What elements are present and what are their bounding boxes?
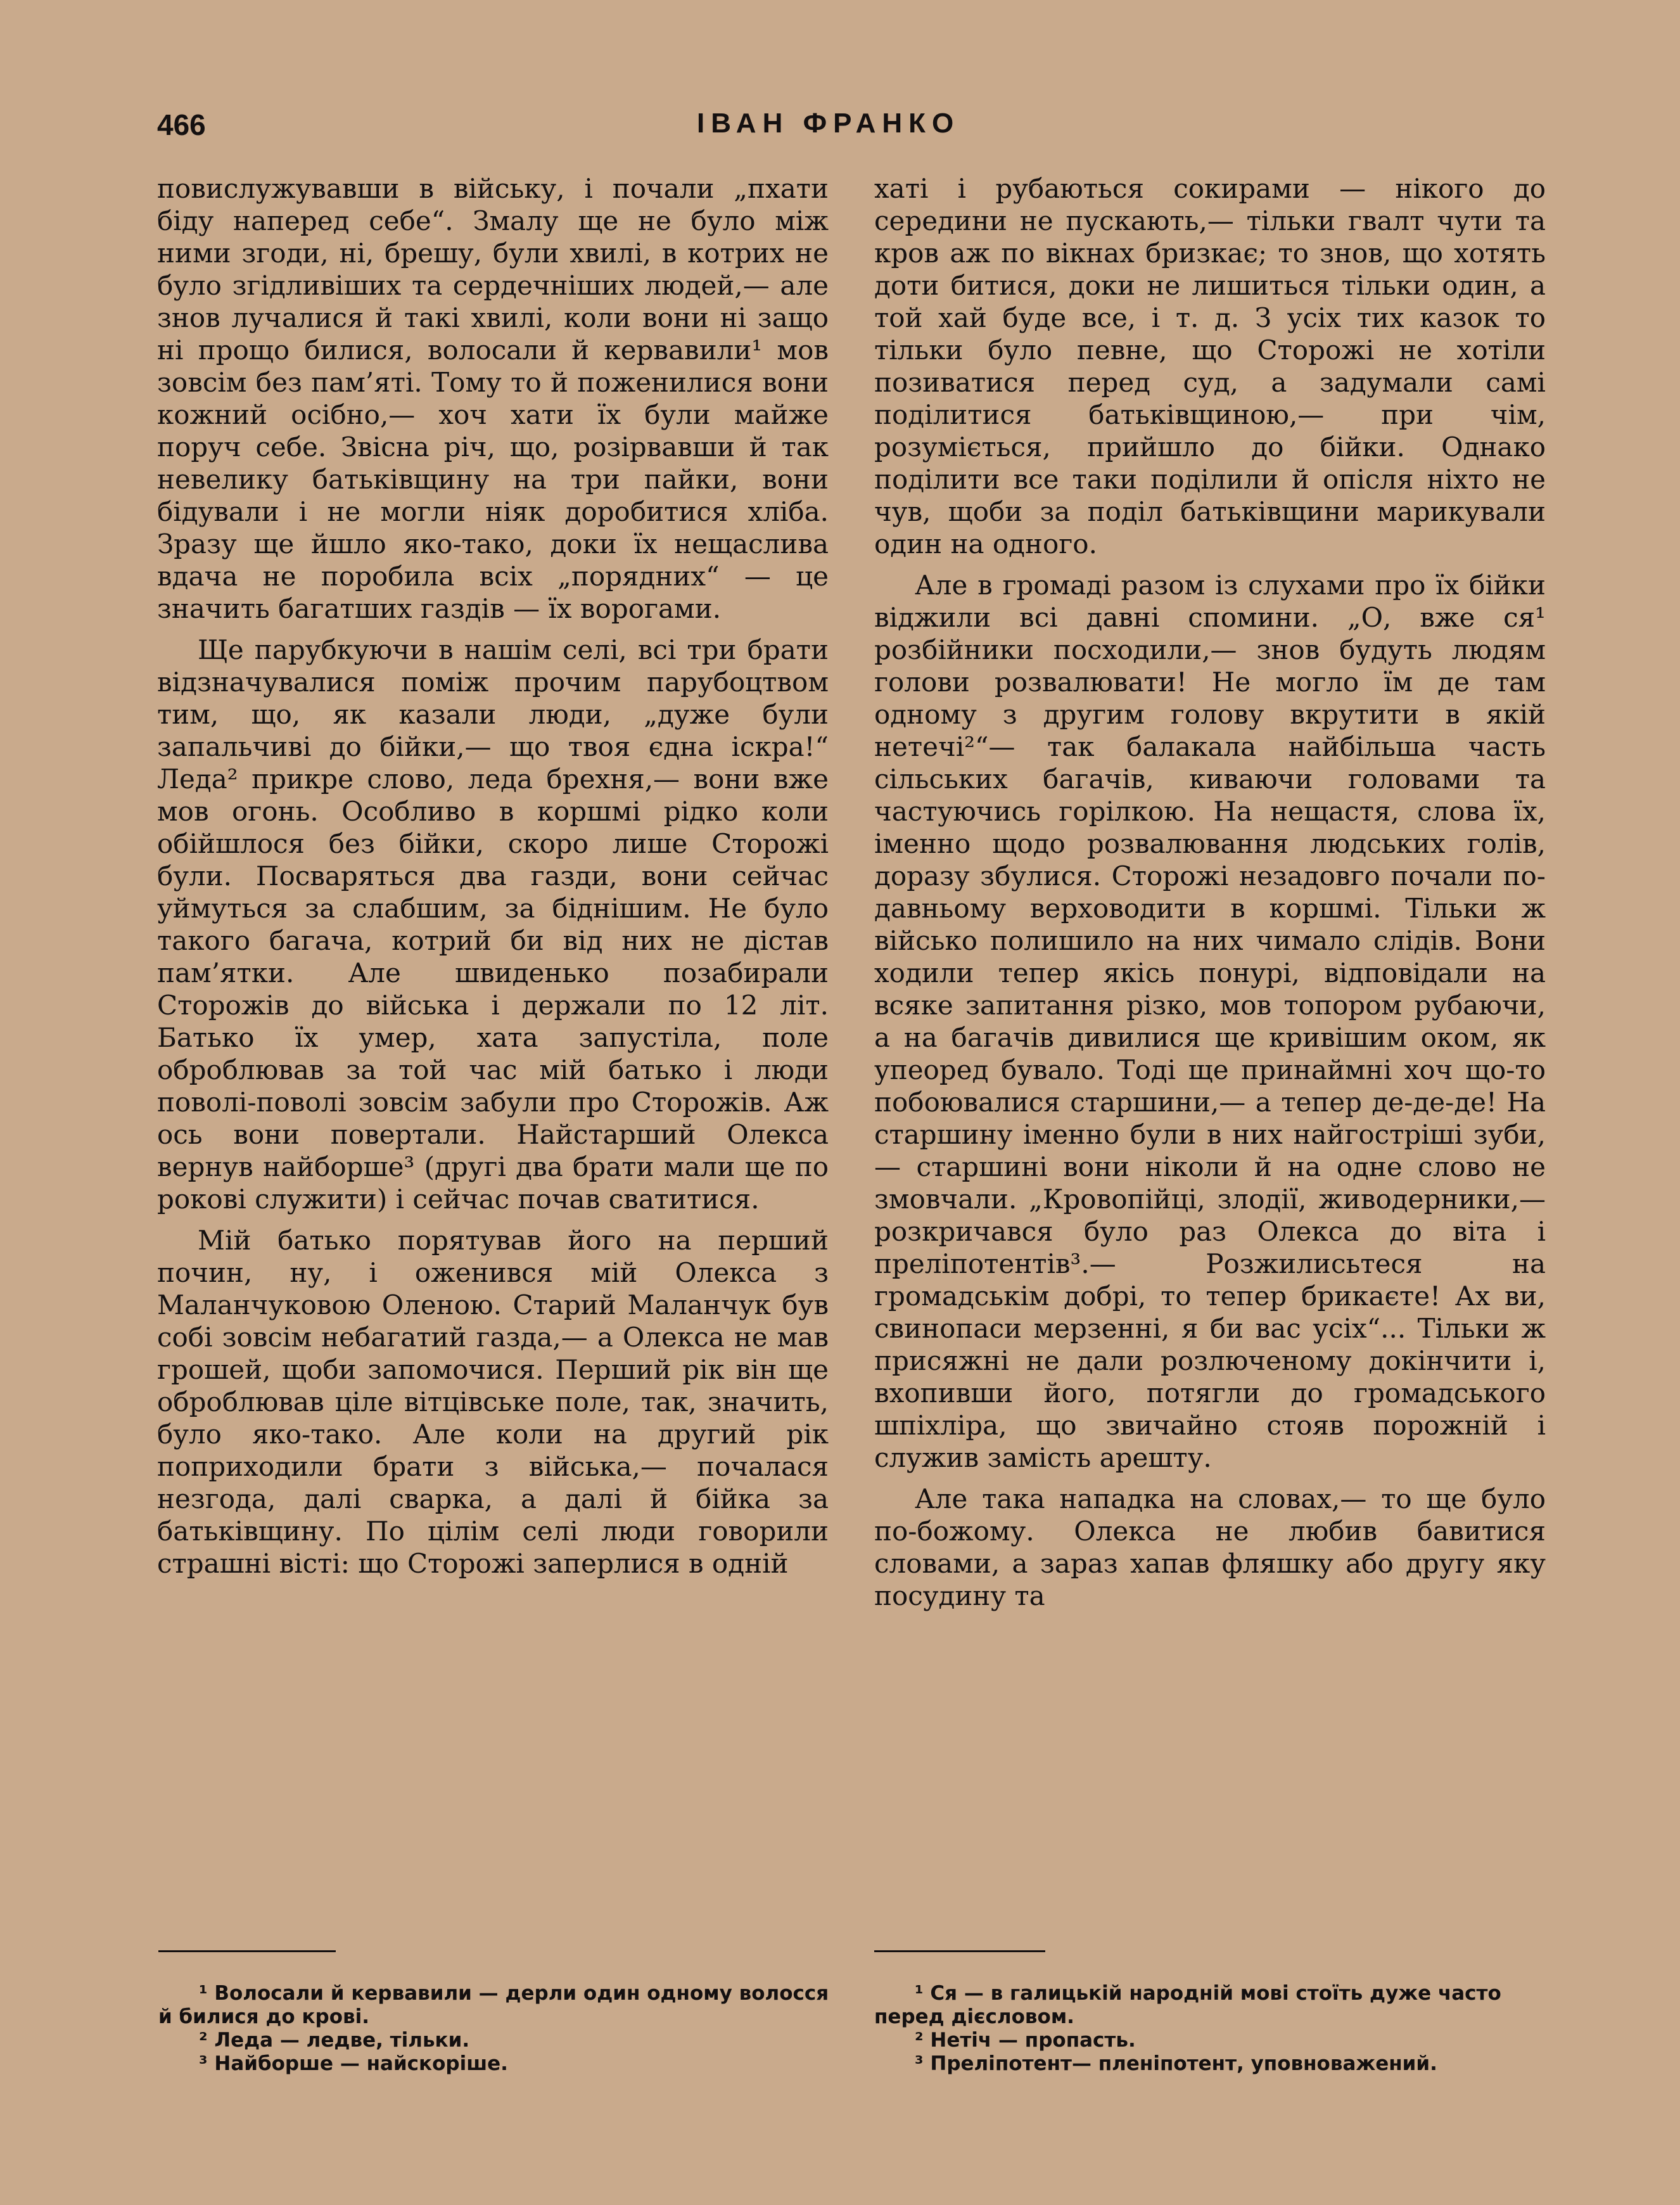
- running-head: ІВАН ФРАНКО: [697, 108, 960, 139]
- footnote: ² Леда — ледве, тільки.: [199, 2029, 470, 2052]
- footnotes-left: [158, 1982, 830, 2076]
- paragraph: Але в громаді разом із слухами про їх бійки віджили всі давні спомини. „О, вже ся¹ розбійники посходили,— знов будуть людям голови розвалювати! Не могло їм де там одному з другим голову вкрутити в якій нетечі²“— так балакала найбільша часть сільських багачів, киваючи головами та частуючись горілкою. На нещастя, слова їх, іменно щодо розвалювання людських голів, доразу збулися. Сторожі незадовго почали по-давньому верховодити в коршмі. Тільки ж військо полишило на них чимало слідів. Вони ходили тепер якісь понурі, відповідали на всяке запитання різко, мов топором рубаючи, а на багачів дивилися ще кривішим оком, як упеоред бувало. Тоді ще принаймні хоч що-то побоювалися старшини,— а тепер де-де-де! На старшину іменно були в них найгостріші зуби,— старшині вони ніколи й на одне слово не змовчали. „Кровопійці, злодії, живодерники,— розкричався було раз Олекса до віта і преліпотентів³.— Розжилисьтеся на громадськім добрі, то тепер брикаєте! Ах ви, свинопаси мерзенні, я би вас усіх“... Тільки ж присяжні не дали розлюченому докінчити і, вхопивши його, потягли до громадського шпіхліра, що звичайно стояв порожній і служив замість арешту.: [874, 570, 1546, 1473]
- paragraph: повислужувавши в війську, і почали „пхати біду наперед себе“. Змалу ще не було між ними згоди, ні, брешу, були хвилі, в котрих не було згідливіших та сердечніших людей,— але знов лучалися й такі хвилі, коли вони ні защо ні прощо билися, волосали й кервавили¹ мов зовсім без пам’яті. Тому то й поженилися вони кожний осібно,— хоч хати їх були майже поруч себе. Звісна річ, що, розірвавши й так невелику батьківщину на три пайки, вони бідували і не могли ніяк доробитися хліба. Зразу ще йшло яко-тако, доки їх нещаслива вдача не поробила всіх „порядних“ — це значить багатших газдів — їх ворогами.: [157, 173, 829, 624]
- page-number: 466: [157, 108, 206, 141]
- paragraph: Мій батько порятував його на перший почин, ну, і оженився мій Олекса з Маланчуковою Оленою. Старий Маланчук був собі зовсім небагатий газда,— а Олекса не мав грошей, щоби запомочися. Перший рік він ще оброблював ціле вітцівське поле, так, значить, було яко-тако. Але коли на другий рік поприходили брати з війська,— почалася незгода, далі сварка, а далі й бійка за батьківщину. По цілім селі люди говорили страшні вісті: що Сторожі заперлися в одній: [157, 1225, 829, 1579]
- footnote-divider: [874, 1950, 1045, 1952]
- paragraph: Ще парубкуючи в нашім селі, всі три брати відзначувалися поміж прочим парубоцтвом тим, що, як казали люди, „дуже були запальчиві до бійки,— що твоя єдна іскра!“ Леда² прикре слово, леда брехня,— вони вже мов огонь. Особливо в коршмі рідко коли обійшлося без бійки, скоро лише Сторожі були. Посваряться два газди, вони сейчас уймуться за слабшим, за біднішим. Не було такого багача, котрий би від них не дістав пам’ятки. Але швиденько позабирали Сторожів до війська і держали по 12 літ. Батько їх умер, хата запустіла, поле оброблював за той час мій батько і люди поволі-поволі зовсім забули про Сторожів. Аж ось вони повертали. Найстарший Олекса вернув найборше³ (другі два брати мали ще по рокові служити) і сейчас почав сватитися.: [157, 634, 829, 1215]
- footnote: ³ Преліпотент— пленіпотент, уповноважений.: [915, 2052, 1437, 2075]
- right-column: [874, 172, 1546, 1612]
- paragraph: Але така нападка на словах,— то ще було по-божому. Олекса не любив бавитися словами, а зараз хапав фляшку або другу яку посудину та: [874, 1483, 1546, 1611]
- footnote: ³ Найборше — найскоріше.: [199, 2052, 508, 2075]
- footnotes-right: [874, 1982, 1546, 2076]
- footnote-divider: [158, 1950, 336, 1952]
- footnote: ² Нетіч — пропасть.: [915, 2029, 1136, 2052]
- footnote: ¹ Ся — в галицькій народній мові стоїть дуже часто перед дієсловом.: [874, 1982, 1501, 2028]
- footnote: ¹ Волосали й кервавили — дерли один одному волосся й билися до крові.: [158, 1982, 829, 2028]
- left-column: [157, 172, 829, 1580]
- paragraph: хаті і рубаються сокирами — нікого до середини не пускають,— тільки гвалт чути та кров аж по вікнах бризкає; то знов, що хотять доти битися, доки не лишиться тільки один, а той хай буде все, і т. д. З усіх тих казок то тільки було певне, що Сторожі не хотіли позиватися перед суд, а задумали самі поділитися батьківщиною,— при чім, розуміється, прийшло до бійки. Однако поділити все таки поділили й опісля ніхто не чув, щоби за поділ батьківщини марикували один на одного.: [874, 173, 1546, 559]
